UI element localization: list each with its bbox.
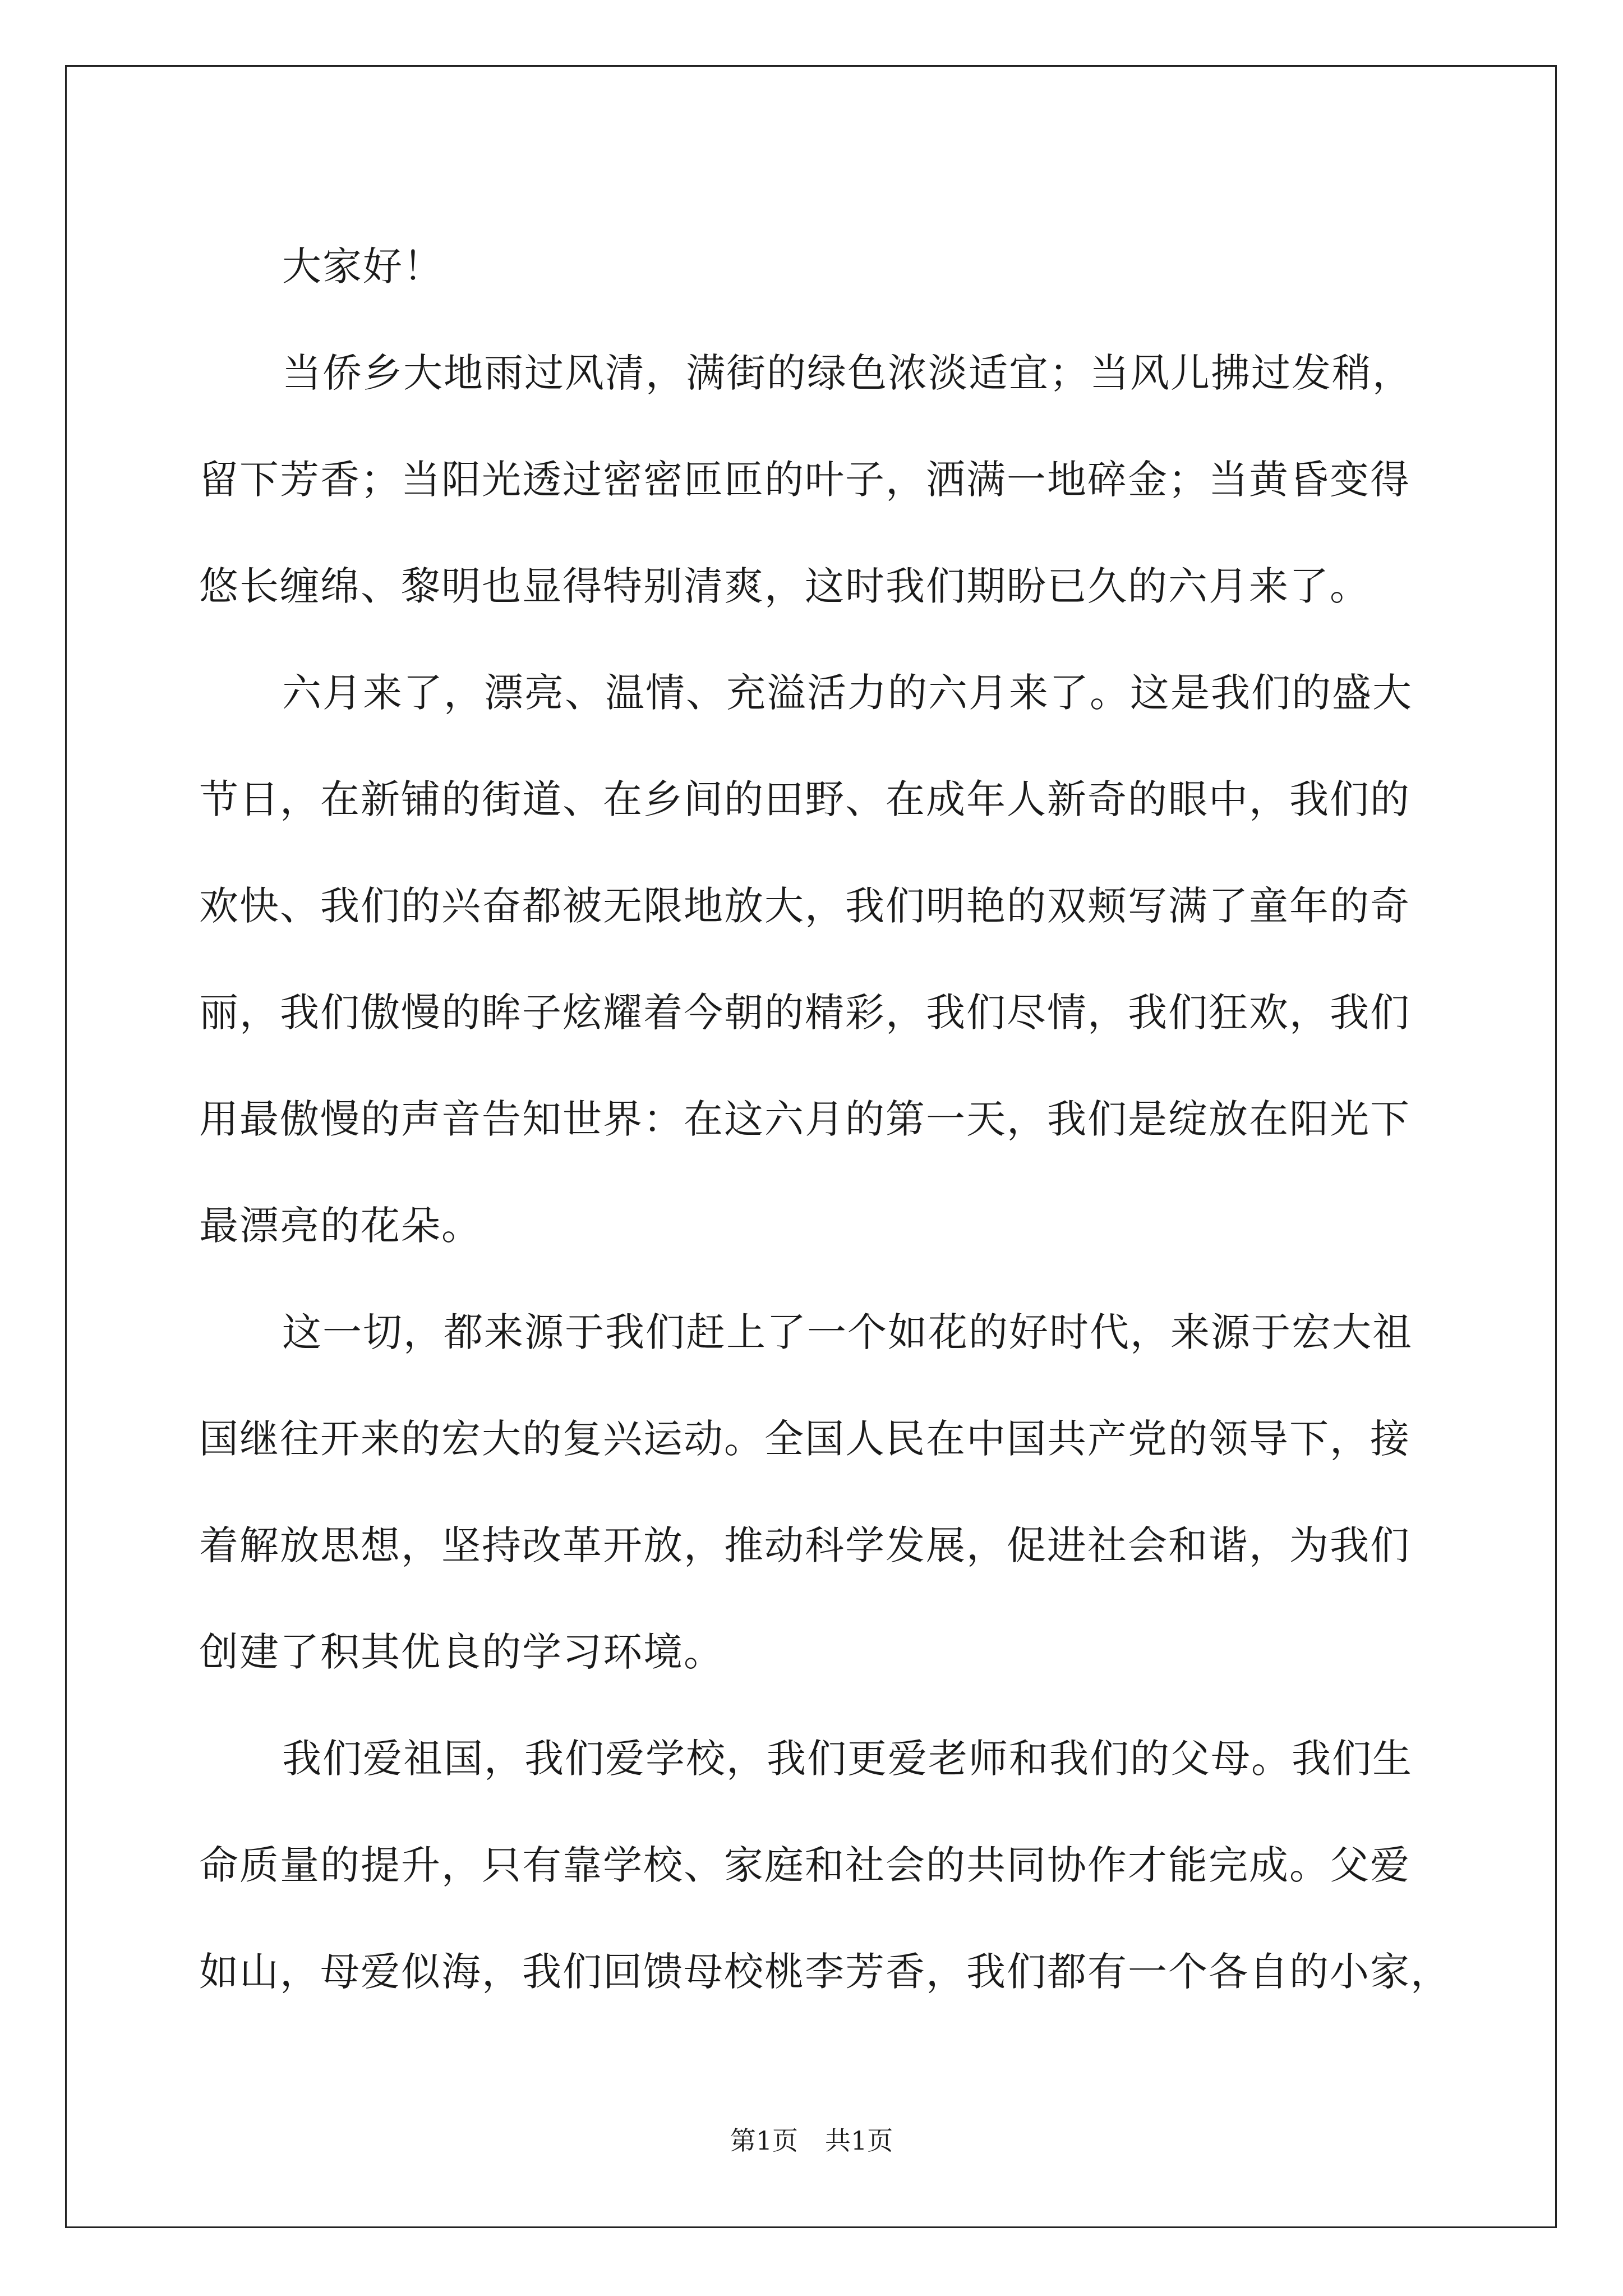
text-line: 命质量的提升，只有靠学校、家庭和社会的共同协作才能完成。父爱 xyxy=(199,1842,1410,1888)
text-line: 悠长缠绵、黎明也显得特别清爽，这时我们期盼已久的六月来了。 xyxy=(199,563,1370,609)
text-line: 六月来了，漂亮、温情、充溢活力的六月来了。这是我们的盛大 xyxy=(282,670,1413,716)
paragraph xyxy=(199,1705,1451,2025)
text-line: 着解放思想，坚持改革开放，推动科学发展，促进社会和谐，为我们 xyxy=(199,1522,1410,1568)
paragraph xyxy=(199,320,1433,639)
paragraph xyxy=(199,1279,1433,1705)
page-number: 第1页 xyxy=(730,2125,798,2156)
text-line: 创建了积其优良的学习环境。 xyxy=(199,1629,724,1675)
text-line: 当侨乡大地雨过风清，满街的绿色浓淡适宜；当风儿拂过发稍， xyxy=(282,350,1413,396)
text-line: 用最傲慢的声音告知世界：在这六月的第一天，我们是绽放在阳光下 xyxy=(199,1096,1410,1142)
text-line: 如山，母爱似海，我们回馈母校桃李芳香，我们都有一个各自的小家， xyxy=(199,1949,1451,1995)
text-line: 节日，在新铺的街道、在乡间的田野、在成年人新奇的眼中，我们的 xyxy=(199,776,1410,822)
text-line: 留下芳香；当阳光透过密密匝匝的叶子，洒满一地碎金；当黄昏变得 xyxy=(199,457,1410,503)
text-line: 国继往开来的宏大的复兴运动。全国人民在中国共产党的领导下，接 xyxy=(199,1416,1410,1462)
page-footer xyxy=(0,2124,1623,2157)
text-line: 欢快、我们的兴奋都被无限地放大，我们明艳的双颊写满了童年的奇 xyxy=(199,883,1410,929)
paragraph xyxy=(199,639,1433,1279)
document-body xyxy=(199,213,1451,2025)
paragraph-greeting xyxy=(199,213,1433,320)
page-total: 共1页 xyxy=(825,2125,893,2156)
text-line: 最漂亮的花朵。 xyxy=(199,1203,482,1249)
text-line: 这一切，都来源于我们赶上了一个如花的好时代，来源于宏大祖 xyxy=(282,1309,1413,1355)
text-line: 我们爱祖国，我们爱学校，我们更爱老师和我们的父母。我们生 xyxy=(282,1736,1413,1782)
text-line: 丽，我们傲慢的眸子炫耀着今朝的精彩，我们尽情，我们狂欢，我们 xyxy=(199,990,1410,1036)
text-line: 大家好！ xyxy=(282,243,444,289)
